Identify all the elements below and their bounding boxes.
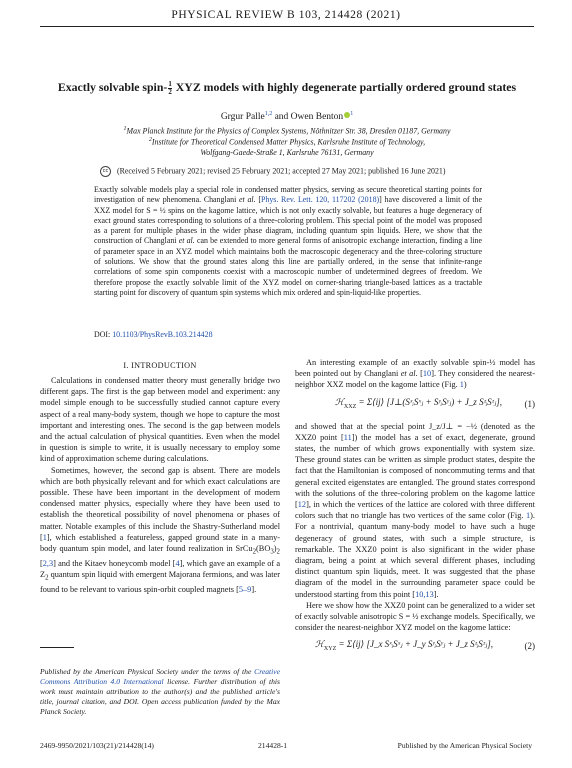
equation-2	[295, 633, 535, 663]
citation-link[interactable]: 4	[175, 558, 180, 568]
citation-link[interactable]: 1	[42, 532, 47, 542]
text: ], which established a featureless, gapped ground state in a many-body quantum spin model, and later found realization in SrCu	[40, 532, 280, 554]
figure-link[interactable]: 1	[526, 511, 531, 521]
left-column	[40, 375, 280, 595]
affil-number: 1	[123, 126, 127, 132]
citation-link[interactable]: 12	[297, 500, 307, 510]
paragraph	[40, 465, 280, 596]
subscript: 2	[45, 574, 49, 582]
citation-link[interactable]: 2,3	[42, 558, 54, 568]
subscript: 3	[270, 548, 274, 556]
abstract-text: [	[255, 195, 261, 205]
footnote-text: Published by the American Physical Society under the terms of the	[40, 667, 255, 676]
author-name: Grgur Palle	[220, 112, 265, 123]
hamiltonian-subscript: XXZ	[343, 403, 357, 410]
doi-label: DOI:	[94, 330, 113, 339]
text: (BO	[256, 544, 271, 554]
affil-text: Max Planck Institute for the Physics of Complex Systems, Nöthnitzer Str. 38, Dresden 01187, Germany	[126, 126, 451, 136]
text: )	[273, 544, 277, 554]
text: An interesting example of an exactly solvable spin-½ model has been pointed out by Changlani	[295, 358, 535, 379]
citation-link[interactable]: 11	[343, 432, 352, 442]
abstract-reference-link[interactable]: Phys. Rev. Lett. 120, 117202 (2018)	[260, 195, 380, 205]
citation-link[interactable]: 5–9	[238, 584, 252, 594]
paragraph: Calculations in condensed matter theory must generally bridge two different gaps. The first is the gap between model and experiment: any model simple enough to be successfully studied cannot capture every aspect of a real many-body system, though we hope to capture the most important and interesting ones. The second is the gap between models and the actual calculation of physical quantities. Even when the model in question is simple to write, it is usually necessary to employ some kind of approximation scheme during calculations.	[40, 376, 280, 464]
text: ], which gave an example of a Z	[40, 558, 281, 580]
abstract	[94, 185, 482, 298]
abstract-text: Exactly solvable models play a special role in condensed matter physics, serving as secure theoretical starting points for investigation of new phenomena. Changlani	[94, 185, 482, 205]
right-column	[295, 357, 535, 663]
subscript: 2	[252, 548, 257, 556]
received-dates	[100, 166, 520, 177]
license-footnote	[40, 667, 280, 717]
figure-link[interactable]: 1	[459, 380, 464, 390]
author-list	[40, 111, 534, 122]
footer-page-number: 214428-1	[258, 741, 288, 750]
abstract-etal: et al.	[239, 195, 256, 205]
affil-text: Wolfgang-Gaede-Straße 1, Karlsruhe 76131, Germany	[200, 148, 374, 158]
paragraph	[295, 421, 535, 600]
hamiltonian-symbol: ℋ	[335, 396, 344, 407]
text: quantum spin liquid with emergent Majorana fermions, and was later found to be relevant to various spin-orbit coupled magnets [	[40, 570, 280, 594]
doi-link[interactable]: 10.1103/PhysRevB.103.214428	[112, 330, 213, 339]
footer-issn: 2469-9950/2021/103(21)/214428(14)	[40, 741, 154, 750]
text: [	[417, 369, 423, 379]
title-part1: Exactly solvable spin-	[57, 80, 168, 94]
license-link[interactable]: Creative Commons Attribution 4.0 International	[40, 667, 280, 686]
author-affil-ref[interactable]: 1	[350, 111, 354, 117]
text: ].	[433, 589, 439, 599]
paper-title	[40, 80, 534, 96]
affiliation-2	[40, 135, 534, 159]
header-rule	[40, 26, 534, 27]
title-part2: XYZ models with highly degenerate partially ordered ground states	[172, 80, 517, 94]
fraction-denominator: 2	[168, 87, 172, 96]
abstract-etal: et al.	[178, 236, 195, 246]
affil-number: 2	[148, 137, 152, 143]
equation-rhs: = Σ⟨ij⟩ [J⊥(SˣᵢSˣⱼ + SʸᵢSʸⱼ) + J_z SᶻᵢSᶻⱼ],	[356, 396, 502, 407]
section-heading: I. INTRODUCTION	[123, 361, 197, 370]
hamiltonian-symbol: ℋ	[315, 639, 324, 650]
paragraph: Here we show how the XXZ0 point can be generalized to a wider set of exactly solvable anisotropic S = ½ exchange models. Specifically, we consider the nearest-neighbor XYZ model on the kagome lattice:	[295, 600, 535, 633]
text: ]) the model has a set of exact, degenerate, ground states, the number of which grows exponentially with system size. These ground states can be written as simple product states, despite the fact that the Hamiltonian is composed of noncommuting terms and that general excited eigenstates are entangled. The ground states correspond with the solutions of the three-coloring problem on the kagome lattice [	[295, 432, 535, 510]
equation-number: (1)	[524, 398, 535, 409]
journal-header: PHYSICAL REVIEW B 103, 214428 (2021)	[171, 9, 401, 21]
doi-line	[94, 330, 213, 339]
text: [	[40, 558, 43, 568]
received-text: (Received 5 February 2021; revised 25 February 2021; accepted 27 May 2021; published 16 June 2021)	[117, 166, 446, 176]
equation-1	[295, 391, 535, 421]
paragraph	[295, 357, 535, 391]
text: ].	[251, 584, 257, 594]
text: ], in which the vertices of the lattice are colored with three different colors such that no triangle has two vertices of the same color (Fig.	[295, 500, 535, 521]
author-conjunction: and	[272, 112, 291, 123]
etal: et al.	[400, 369, 418, 379]
subscript: 2	[276, 548, 280, 556]
affil-text: Institute for Theoretical Condensed Matter Physics, Karlsruhe Institute of Technology,	[151, 137, 426, 147]
text: ]. They considered the nearest-neighbor XXZ model on the kagome lattice (Fig.	[295, 369, 535, 390]
footer-publisher: Published by the American Physical Society	[397, 741, 532, 750]
text: )	[463, 380, 467, 390]
text: Sometimes, however, the second gap is absent. There are models which are both physically relevant and for which exact calculations are possible. These have been important in the development of modern condensed matter physics, especially where they have been used to establish the theoretical possibility of novel phenomena or phases of matter. Notable examples of this include the Shastry-Sutherland model [	[40, 465, 280, 542]
citation-link[interactable]: 10	[422, 369, 432, 379]
text: ). For a nontrivial, quantum many-body model to have such a huge degeneracy of ground states, with such a simple structure, is remarkable. The XXZ0 point is also significant in the wider phase diagram, being a point at which several different phases, including distinct quantum spin liquids, meet. It was suggested that the phase diagram of the model in the surrounding parameter space could be understood starting from this point [	[295, 511, 535, 599]
author-name: Owen Benton	[290, 112, 344, 123]
text: ] and the Kitaev honeycomb model [	[53, 558, 176, 568]
equation-body	[315, 639, 493, 655]
equation-rhs: = Σ⟨ij⟩ [J_x SˣᵢSˣⱼ + J_y SʸᵢSʸⱼ + J_z SᶻᵢSᶻⱼ],	[336, 639, 493, 650]
abstract-text: ] have discovered a limit of the XXZ model for S = ½ spins on the kagome lattice, which is not only exactly solvable, but features a huge degeneracy of exact ground states corresponding to solutions of a three-coloring problem. This special point of the model was proposed as a parent for multiple phases in the wider phase diagram, including quantum spin liquids. Here, we show that the construction of Changlani	[94, 195, 482, 246]
footnote-text: license. Further distribution of this work must maintain attribution to the author(s) and the published article's title, journal citation, and DOI. Open access publication funded by the Max Planck Society.	[40, 677, 280, 716]
open-access-icon[interactable]: cc	[100, 166, 111, 177]
fraction-numerator: 1	[168, 79, 172, 88]
text: and showed that at the special point J_z/J⊥ = −½ (denoted as the XXZ0 point [	[295, 421, 535, 442]
footnote-rule	[40, 647, 74, 648]
equation-number: (2)	[524, 641, 535, 652]
citation-link[interactable]: 10,13	[415, 589, 434, 599]
abstract-text: can be extended to more general forms of anisotropic exchange interaction, finding a line of parameter space in an XYZ model which maintains both the macroscopic degeneracy and the three-coloring structure of solutions. We show that the ground states along this line are partially ordered, in the sense that infinite-range correlations of some spin components coexist with a macroscopic number of undetermined degrees of freedom. We therefore propose the exactly solvable limit of the XYZ model on corner-sharing triangle-based lattices as a tractable starting point for discovery of quantum spin systems which mix ordered and spin-liquid-like properties.	[94, 236, 482, 297]
title-fraction	[168, 81, 172, 96]
hamiltonian-subscript: XYZ	[323, 646, 337, 653]
author-affil-ref[interactable]: 1,2	[264, 111, 273, 117]
equation-body	[335, 397, 502, 413]
